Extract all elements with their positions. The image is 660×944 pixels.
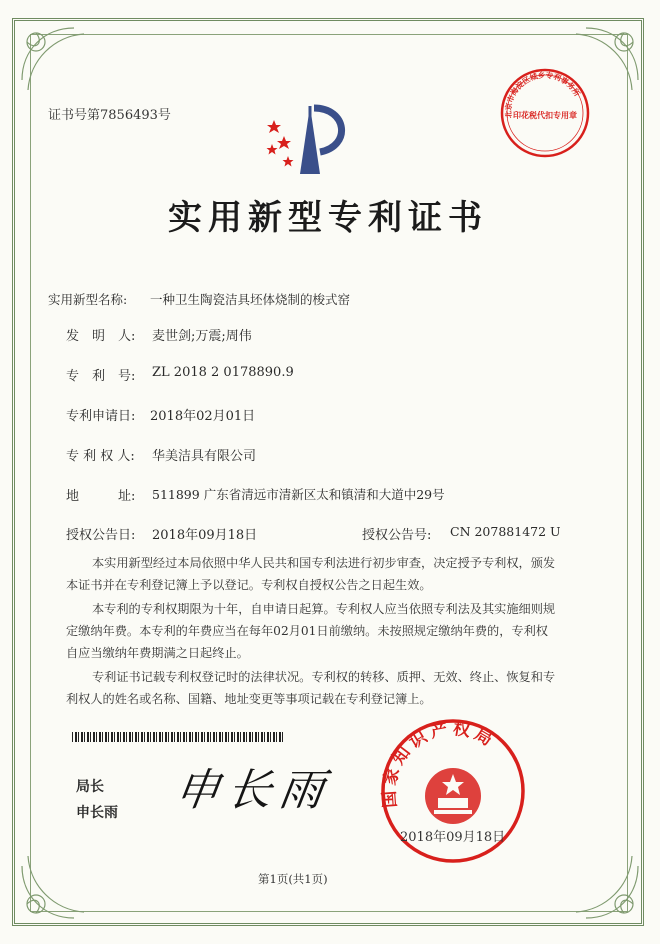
address-label: 地 址: [66, 489, 136, 504]
patent-number-label: 专 利 号: [66, 369, 136, 384]
inventor-label: 发 明 人: [66, 329, 136, 344]
director-title: 局长 [76, 779, 104, 795]
grant-number-label: 授权公告号: [362, 528, 432, 543]
corner-ornament-bottom-left [14, 836, 104, 926]
grant-date-label: 授权公告日: [66, 528, 136, 543]
paragraph-2-line-1: 本专利的专利权期限为十年，自申请日起算。专利权人应当依照专利法及其实施细则规 [92, 602, 556, 616]
tax-seal-stamp [498, 66, 592, 160]
corner-ornament-bottom-right [556, 836, 646, 926]
page-number: 第1页(共1页) [258, 872, 328, 886]
utility-model-name-value: 一种卫生陶瓷洁具坯体烧制的梭式窑 [150, 292, 351, 307]
grant-number-value: CN 207881472 U [450, 524, 561, 539]
application-date-label: 专利申请日: [66, 409, 136, 424]
utility-model-name-label: 实用新型名称: [48, 292, 128, 307]
paragraph-3-line-2: 利权人的姓名或名称、国籍、地址变更等事项记载在专利登记簿上。 [66, 692, 432, 706]
inventor-value: 麦世剑;万震;周伟 [152, 329, 252, 344]
handwritten-signature: 申长雨 [171, 765, 335, 816]
tax-seal-inner-text: 印花税代扣专用章 [513, 111, 577, 120]
paragraph-2-line-2: 定缴纳年费。本专利的年费应当在每年02月01日前缴纳。未按照规定缴纳年费的，专利权 [66, 624, 548, 638]
paragraph-1-line-2: 本证书并在专利登记簿上予以登记。专利权自授权公告之日起生效。 [66, 578, 432, 592]
patent-number-value: ZL 2018 2 0178890.9 [152, 365, 294, 380]
address-value: 511899 广东省清远市清新区太和镇清和大道中29号 [152, 487, 445, 502]
patentee-value: 华美洁具有限公司 [152, 449, 257, 464]
paragraph-2-line-3: 自应当缴纳年费期满之日起终止。 [66, 646, 249, 660]
tax-seal-outer-text: 北京市海淀区城乡专利事务所 [503, 70, 582, 119]
paragraph-1-line-1: 本实用新型经过本局依照中华人民共和国专利法进行初步审查，决定授予专利权，颁发 [92, 556, 556, 570]
corner-ornament-top-left [14, 20, 104, 110]
barcode [72, 732, 284, 742]
certificate-title: 实用新型专利证书 [168, 198, 488, 238]
certificate-number: 证书号第7856493号 [48, 108, 171, 123]
grant-date-value: 2018年09月18日 [152, 528, 258, 543]
paragraph-3-line-1: 专利证书记载专利权登记时的法律状况。专利权的转移、质押、无效、终止、恢复和专 [92, 670, 556, 684]
seal-arc-text: 国家知识产权局 [379, 718, 500, 809]
patent-office-logo [262, 100, 362, 180]
director-name: 申长雨 [76, 805, 118, 821]
patentee-label: 专 利 权 人: [66, 449, 135, 464]
application-date-value: 2018年02月01日 [150, 409, 256, 424]
seal-date: 2018年09月18日 [400, 830, 506, 845]
